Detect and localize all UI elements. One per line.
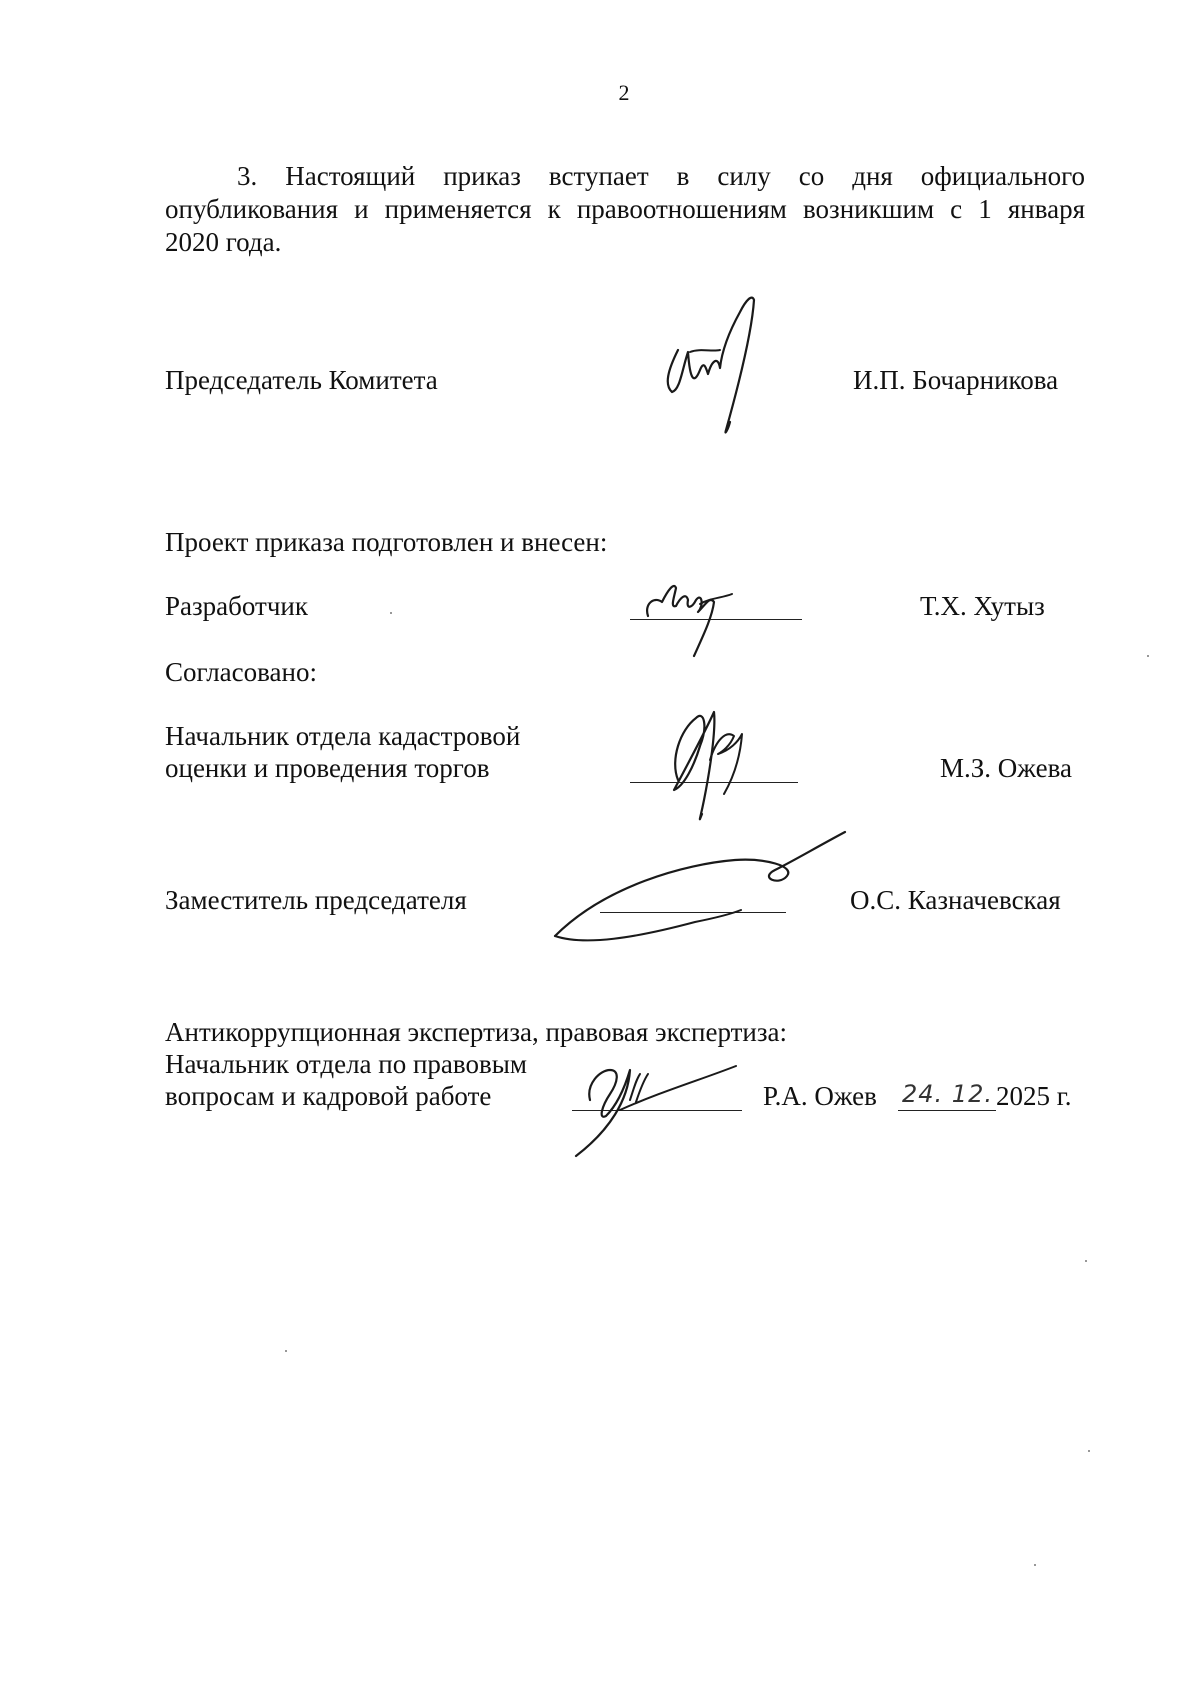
- cadastral-head-position-line-1: Начальник отдела кадастровой: [165, 721, 521, 751]
- legal-head-position-line-2: вопросам и кадровой работе: [165, 1081, 492, 1111]
- developer-signature: [640, 568, 760, 658]
- developer-name: Т.Х. Хутыз: [920, 591, 1045, 621]
- prepared-heading: Проект приказа подготовлен и внесен:: [165, 527, 608, 557]
- legal-head-date-printed: 2025 г.: [996, 1081, 1072, 1111]
- date-underline: [898, 1110, 996, 1111]
- deputy-name: О.С. Казначевская: [850, 885, 1061, 915]
- scan-speck: [1085, 1260, 1087, 1262]
- cadastral-head-signature: [660, 690, 770, 830]
- chairman-signature: [660, 290, 780, 440]
- chairman-position: Председатель Комитета: [165, 365, 438, 395]
- scan-speck: [1147, 655, 1149, 657]
- cadastral-head-name: М.З. Ожева: [940, 753, 1072, 783]
- clause-paragraph: [165, 160, 1085, 259]
- scan-speck: [1034, 1564, 1036, 1566]
- deputy-signature: [545, 826, 855, 956]
- clause-line-3: 2020 года.: [165, 227, 282, 257]
- developer-position: Разработчик: [165, 591, 308, 621]
- cadastral-head-position-line-2: оценки и проведения торгов: [165, 753, 490, 783]
- chairman-name: И.П. Бочарникова: [853, 365, 1059, 395]
- clause-line-1: 3. Настоящий приказ вступает в силу со дня официального: [237, 161, 1085, 191]
- scan-speck: [1088, 1450, 1090, 1452]
- page-number: 2: [618, 80, 630, 105]
- deputy-position: Заместитель председателя: [165, 885, 467, 915]
- expertise-heading: Антикоррупционная экспертиза, правовая экспертиза:: [165, 1017, 788, 1047]
- clause-line-2: опубликования и применяется к правоотношениям возникшим с 1 января: [165, 194, 1085, 224]
- agreed-heading: Согласовано:: [165, 657, 317, 687]
- scan-speck: [285, 1350, 287, 1352]
- scan-speck: [390, 612, 392, 614]
- legal-head-signature: [570, 1040, 750, 1160]
- legal-head-position-line-1: Начальник отдела по правовым: [165, 1049, 527, 1079]
- legal-head-date-handwritten: 24. 12.: [902, 1080, 993, 1108]
- legal-head-name: Р.А. Ожев: [763, 1081, 877, 1111]
